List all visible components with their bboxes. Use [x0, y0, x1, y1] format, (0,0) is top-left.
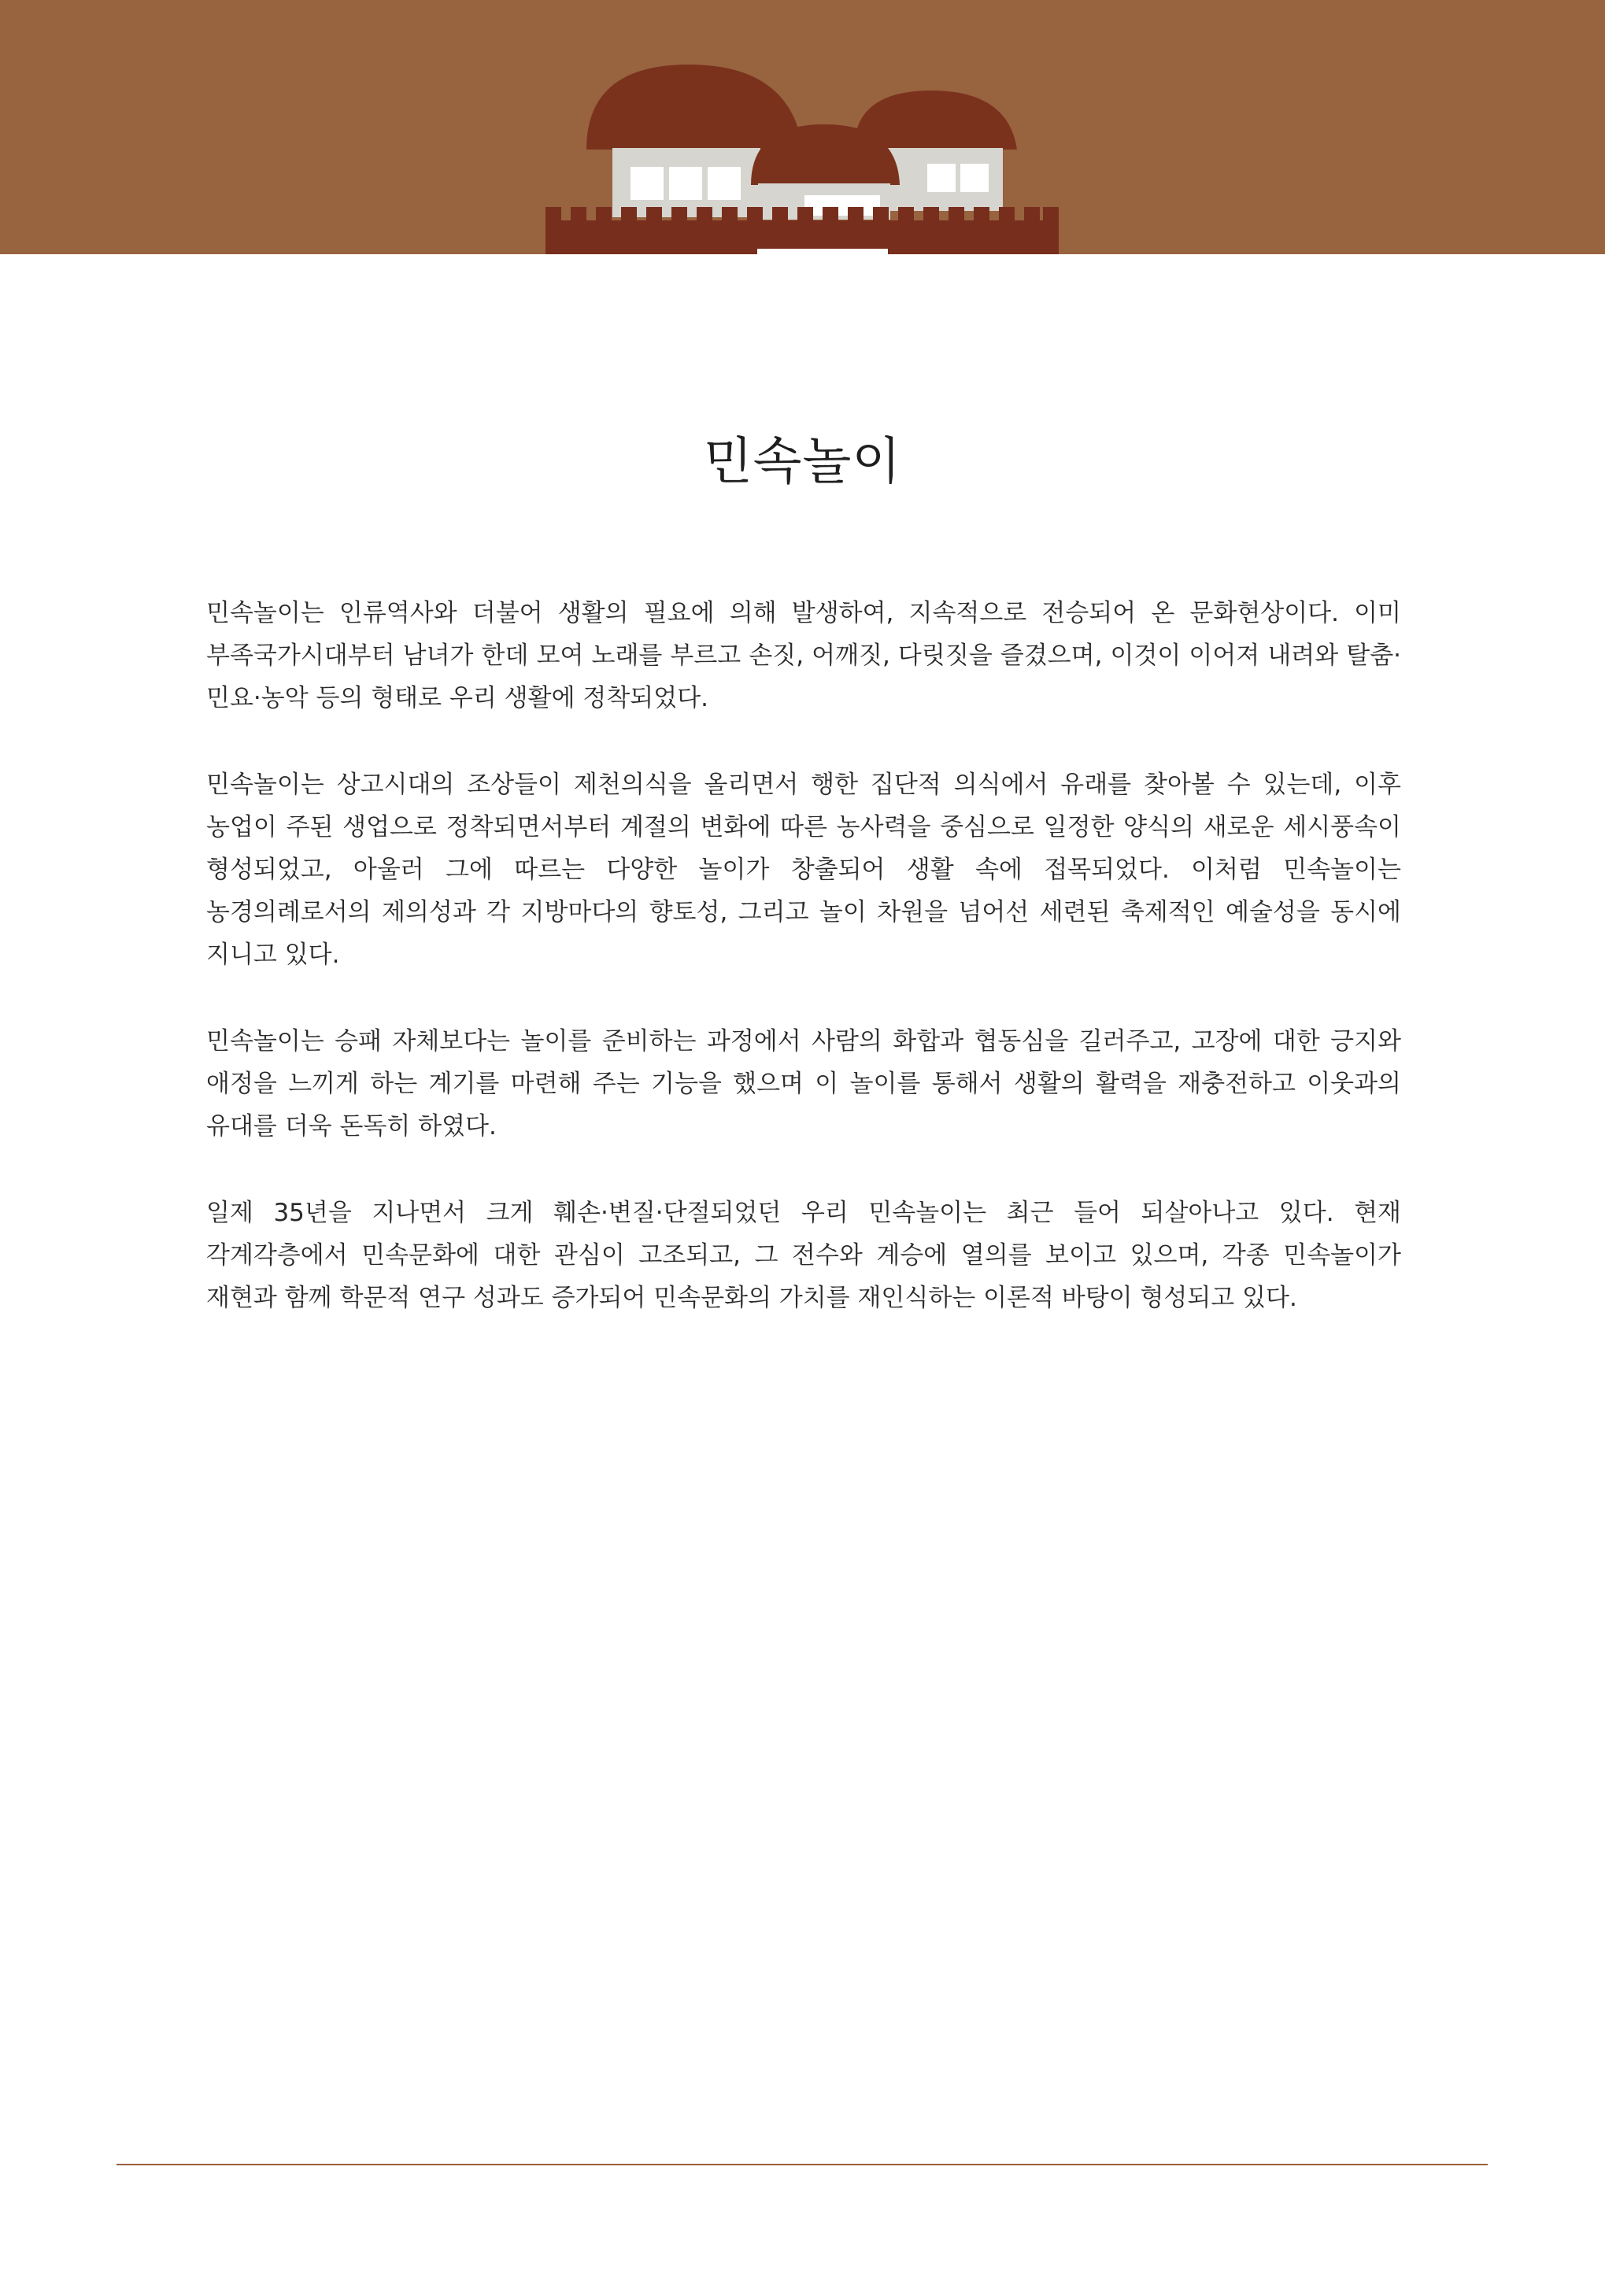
footer-divider: [116, 2164, 1488, 2165]
fence-post: [898, 207, 914, 223]
fence-post: [873, 207, 889, 223]
fence-post: [671, 207, 687, 223]
body-text: [206, 592, 1401, 1363]
fence-post: [999, 207, 1015, 223]
fence-post: [1043, 207, 1059, 223]
fence-post: [1024, 207, 1040, 223]
fence-post: [571, 207, 586, 223]
header-background: [0, 0, 1605, 254]
fence-post: [596, 207, 612, 223]
middle-window: [804, 195, 880, 216]
fence: [545, 207, 1059, 254]
left-window-1: [631, 167, 664, 200]
paragraph: 일제 35년을 지나면서 크게 훼손·변질·단절되었던 우리 민속놀이는 최근 들어 되살아나고 있다. 현재 각계각층에서 민속문화에 대한 관심이 고조되고, 그 전수와 계승에 열의를 보이고 있으며, 각종 민속놀이가 재현과 함께 학문적 연구 성과도 증가되어 민속문화의 가치를 재인식하는 이론적 바탕이 형성되고 있다.: [206, 1199, 1401, 1312]
fence-post: [848, 207, 864, 223]
fence-post: [923, 207, 939, 223]
fence-post: [646, 207, 662, 223]
fence-post: [747, 207, 763, 223]
paragraph: 민속놀이는 상고시대의 조상들이 제천의식을 올리면서 행한 집단적 의식에서 유래를 찾아볼 수 있는데, 이후 농업이 주된 생업으로 정착되면서부터 계절의 변화에 따른 농사력을 중심으로 일정한 양식의 새로운 세시풍속이 형성되었고, 아울러 그에 따르는 다양한 놀이가 창출되어 생활 속에 접목되었다. 이처럼 민속놀이는 농경의례로서의 제의성과 각 지방마다의 향토성, 그리고 놀이 차원을 넘어선 세련된 축제적인 예술성을 동시에 지니고 있다.: [206, 771, 1401, 969]
header-banner: [0, 0, 1605, 254]
fence-post: [974, 207, 989, 223]
fence-post: [722, 207, 738, 223]
fence-post: [949, 207, 964, 223]
fence-post: [697, 207, 712, 223]
gate-opening: [757, 249, 888, 254]
paragraph: 민속놀이는 인류역사와 더불어 생활의 필요에 의해 발생하여, 지속적으로 전승되어 온 문화현상이다. 이미 부족국가시대부터 남녀가 한데 모여 노래를 부르고 손짓, 어깨짓, 다릿짓을 즐겼으며, 이것이 이어져 내려와 탈춤·민요·농악 등의 형태로 우리 생활에 정착되었다.: [206, 599, 1401, 712]
left-window-3: [708, 167, 741, 200]
left-window-2: [669, 167, 702, 200]
right-window-2: [960, 164, 989, 192]
fence-post: [621, 207, 637, 223]
fence-post: [797, 207, 813, 223]
right-window-1: [927, 164, 956, 192]
page-title: 민속놀이: [703, 433, 902, 491]
fence-post: [545, 207, 561, 223]
fence-post: [823, 207, 838, 223]
fence-post: [772, 207, 788, 223]
paragraph: 민속놀이는 승패 자체보다는 놀이를 준비하는 과정에서 사람의 화합과 협동심을 길러주고, 고장에 대한 긍지와 애정을 느끼게 하는 계기를 마련해 주는 기능을 했으며 이 놀이를 통해서 생활의 활력을 재충전하고 이웃과의 유대를 더욱 돈독히 하였다.: [206, 1027, 1401, 1141]
